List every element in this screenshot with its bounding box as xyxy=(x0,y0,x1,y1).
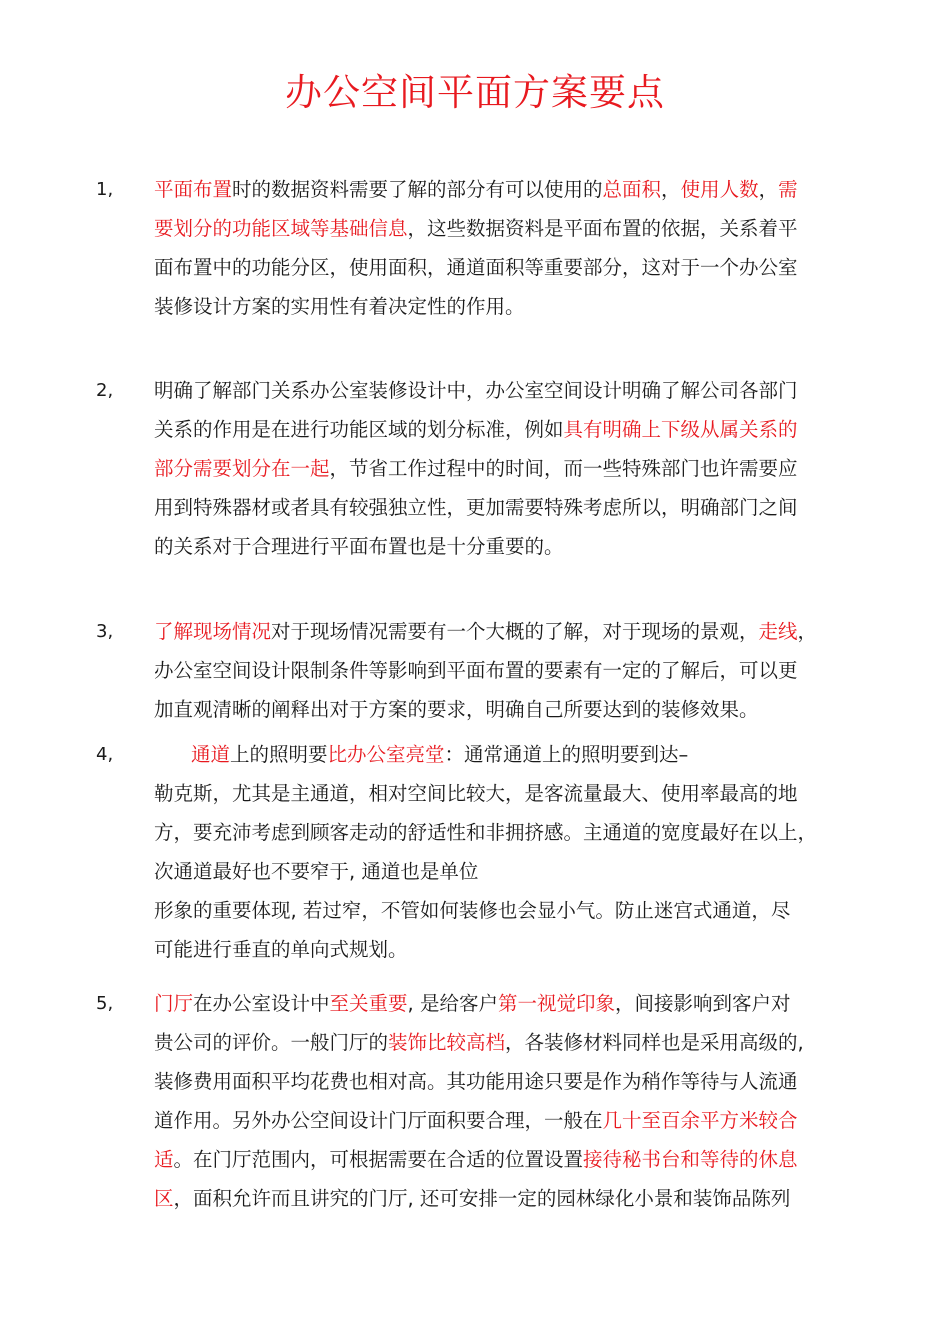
body-text: 用到特殊器材或者具有较强独立性，更加需要特殊考虑所以，明确部门之间 xyxy=(154,496,798,519)
highlighted-text: 要划分的功能区域等基础信息 xyxy=(154,217,408,240)
body-text: 次通道最好也不要窄于, 通道也是单位 xyxy=(154,860,479,883)
body-text: 关系的作用是在进行功能区域的划分标准，例如 xyxy=(154,418,564,441)
body-text: 加直观清晰的阐释出对于方案的要求，明确自己所要达到的装修效果。 xyxy=(154,698,759,721)
text-line xyxy=(154,891,866,930)
page-title: 办公空间平面方案要点 xyxy=(285,71,665,114)
highlighted-text: 第一视觉印象 xyxy=(497,992,615,1015)
text-line xyxy=(154,774,866,813)
highlighted-text: 部分需要划分在一起 xyxy=(154,457,330,480)
item-text xyxy=(154,170,866,326)
body-text: ，面积允许而且讲究的门厅, 还可安排一定的园林绿化小景和装饰品陈列 xyxy=(173,1187,791,1210)
item-number: 3, xyxy=(96,621,114,642)
text-line xyxy=(154,527,866,566)
text-line xyxy=(154,287,866,326)
text-line xyxy=(154,209,866,248)
body-text: 的关系对于合理进行平面布置也是十分重要的。 xyxy=(154,535,564,558)
item-number: 2, xyxy=(96,380,114,401)
highlighted-text: 适 xyxy=(154,1148,174,1171)
highlighted-text: 走线 xyxy=(758,620,798,643)
highlighted-text: 需 xyxy=(778,178,798,201)
body-text: ，这些数据资料是平面布置的依据，关系着平 xyxy=(407,217,798,240)
text-line xyxy=(154,410,866,449)
item-text xyxy=(154,371,866,566)
body-text: ， xyxy=(797,620,818,643)
item-number: 1, xyxy=(96,179,114,200)
body-text: 勒克斯，尤其是主通道，相对空间比较大，是客流量最大、使用率最高的地 xyxy=(154,782,798,805)
body-text: ，各装修材料同样也是采用高级的, xyxy=(505,1031,804,1054)
highlighted-text: 几十至百余平方米较合 xyxy=(602,1109,798,1132)
body-text: 方，要充沛考虑到顾客走动的舒适性和非拥挤感。主通道的宽度最好在以上， xyxy=(154,821,818,844)
highlighted-text: 通道 xyxy=(191,743,231,766)
text-line xyxy=(154,1023,866,1062)
text-line xyxy=(154,690,866,729)
text-line xyxy=(154,813,866,852)
text-line xyxy=(154,1179,866,1218)
highlighted-text: 装饰比较高档 xyxy=(388,1031,506,1054)
body-text: 明确了解部门关系办公室装修设计中，办公室空间设计明确了解公司各部门 xyxy=(154,379,798,402)
text-line xyxy=(154,930,866,969)
item-text xyxy=(154,735,866,969)
body-text: 装修费用面积平均花费也相对高。其功能用途只要是作为稍作等待与人流通 xyxy=(154,1070,798,1093)
body-text: ，间接影响到客户对 xyxy=(614,992,791,1015)
highlighted-text: 比办公室亮堂 xyxy=(327,743,445,766)
text-line xyxy=(154,488,866,527)
text-line xyxy=(154,248,866,287)
body-text: 面布置中的功能分区，使用面积，通道面积等重要部分，这对于一个办公室 xyxy=(154,256,798,279)
text-line xyxy=(154,1101,866,1140)
item-text xyxy=(154,612,866,729)
text-line xyxy=(154,1140,866,1179)
body-text: ， xyxy=(661,178,681,201)
body-text: 贵公司的评价。一般门厅的 xyxy=(154,1031,389,1054)
text-line xyxy=(154,449,866,488)
highlighted-text: 总面积 xyxy=(602,178,662,201)
item-number: 5, xyxy=(96,993,114,1014)
body-text: 可能进行垂直的单向式规划。 xyxy=(154,938,408,961)
highlighted-text: 门厅 xyxy=(154,992,194,1015)
text-line xyxy=(154,1062,866,1101)
highlighted-text: 区 xyxy=(154,1187,174,1210)
highlighted-text: 具有明确上下级从属关系的 xyxy=(563,418,798,441)
body-text: 在办公室设计中 xyxy=(193,992,330,1015)
body-text: ，节省工作过程中的时间，而一些特殊部门也许需要应 xyxy=(329,457,798,480)
text-line xyxy=(154,612,866,651)
highlighted-text: 平面布置 xyxy=(154,178,233,201)
body-text: 形象的重要体现, 若过窄，不管如何装修也会显小气。防止迷宫式通道，尽 xyxy=(154,899,791,922)
body-text: 时的数据资料需要了解的部分有可以使用的 xyxy=(232,178,603,201)
text-line xyxy=(154,852,866,891)
item-text xyxy=(154,984,866,1218)
body-text: ：通常通道上的照明要到达– xyxy=(444,743,689,766)
text-line xyxy=(154,170,866,209)
body-text: 。在门厅范围内，可根据需要在合适的位置设置 xyxy=(173,1148,584,1171)
body-text: 道作用。另外办公空间设计门厅面积要合理，一般在 xyxy=(154,1109,603,1132)
text-line xyxy=(154,984,866,1023)
body-text: 办公室空间设计限制条件等影响到平面布置的要素有一定的了解后，可以更 xyxy=(154,659,798,682)
highlighted-text: 接待秘书台和等待的休息 xyxy=(583,1148,798,1171)
body-text: , 是给客户 xyxy=(407,992,498,1015)
highlighted-text: 使用人数 xyxy=(680,178,759,201)
text-line xyxy=(154,371,866,410)
body-text: 装修设计方案的实用性有着决定性的作用。 xyxy=(154,295,525,318)
highlighted-text: 至关重要 xyxy=(329,992,408,1015)
highlighted-text: 了解现场情况 xyxy=(154,620,272,643)
body-text: ， xyxy=(758,178,779,201)
body-text: 对于现场情况需要有一个大概的了解，对于现场的景观， xyxy=(271,620,759,643)
text-line xyxy=(154,735,866,774)
body-text: 上的照明要 xyxy=(230,743,328,766)
text-line xyxy=(154,651,866,690)
item-number: 4, xyxy=(96,744,114,765)
